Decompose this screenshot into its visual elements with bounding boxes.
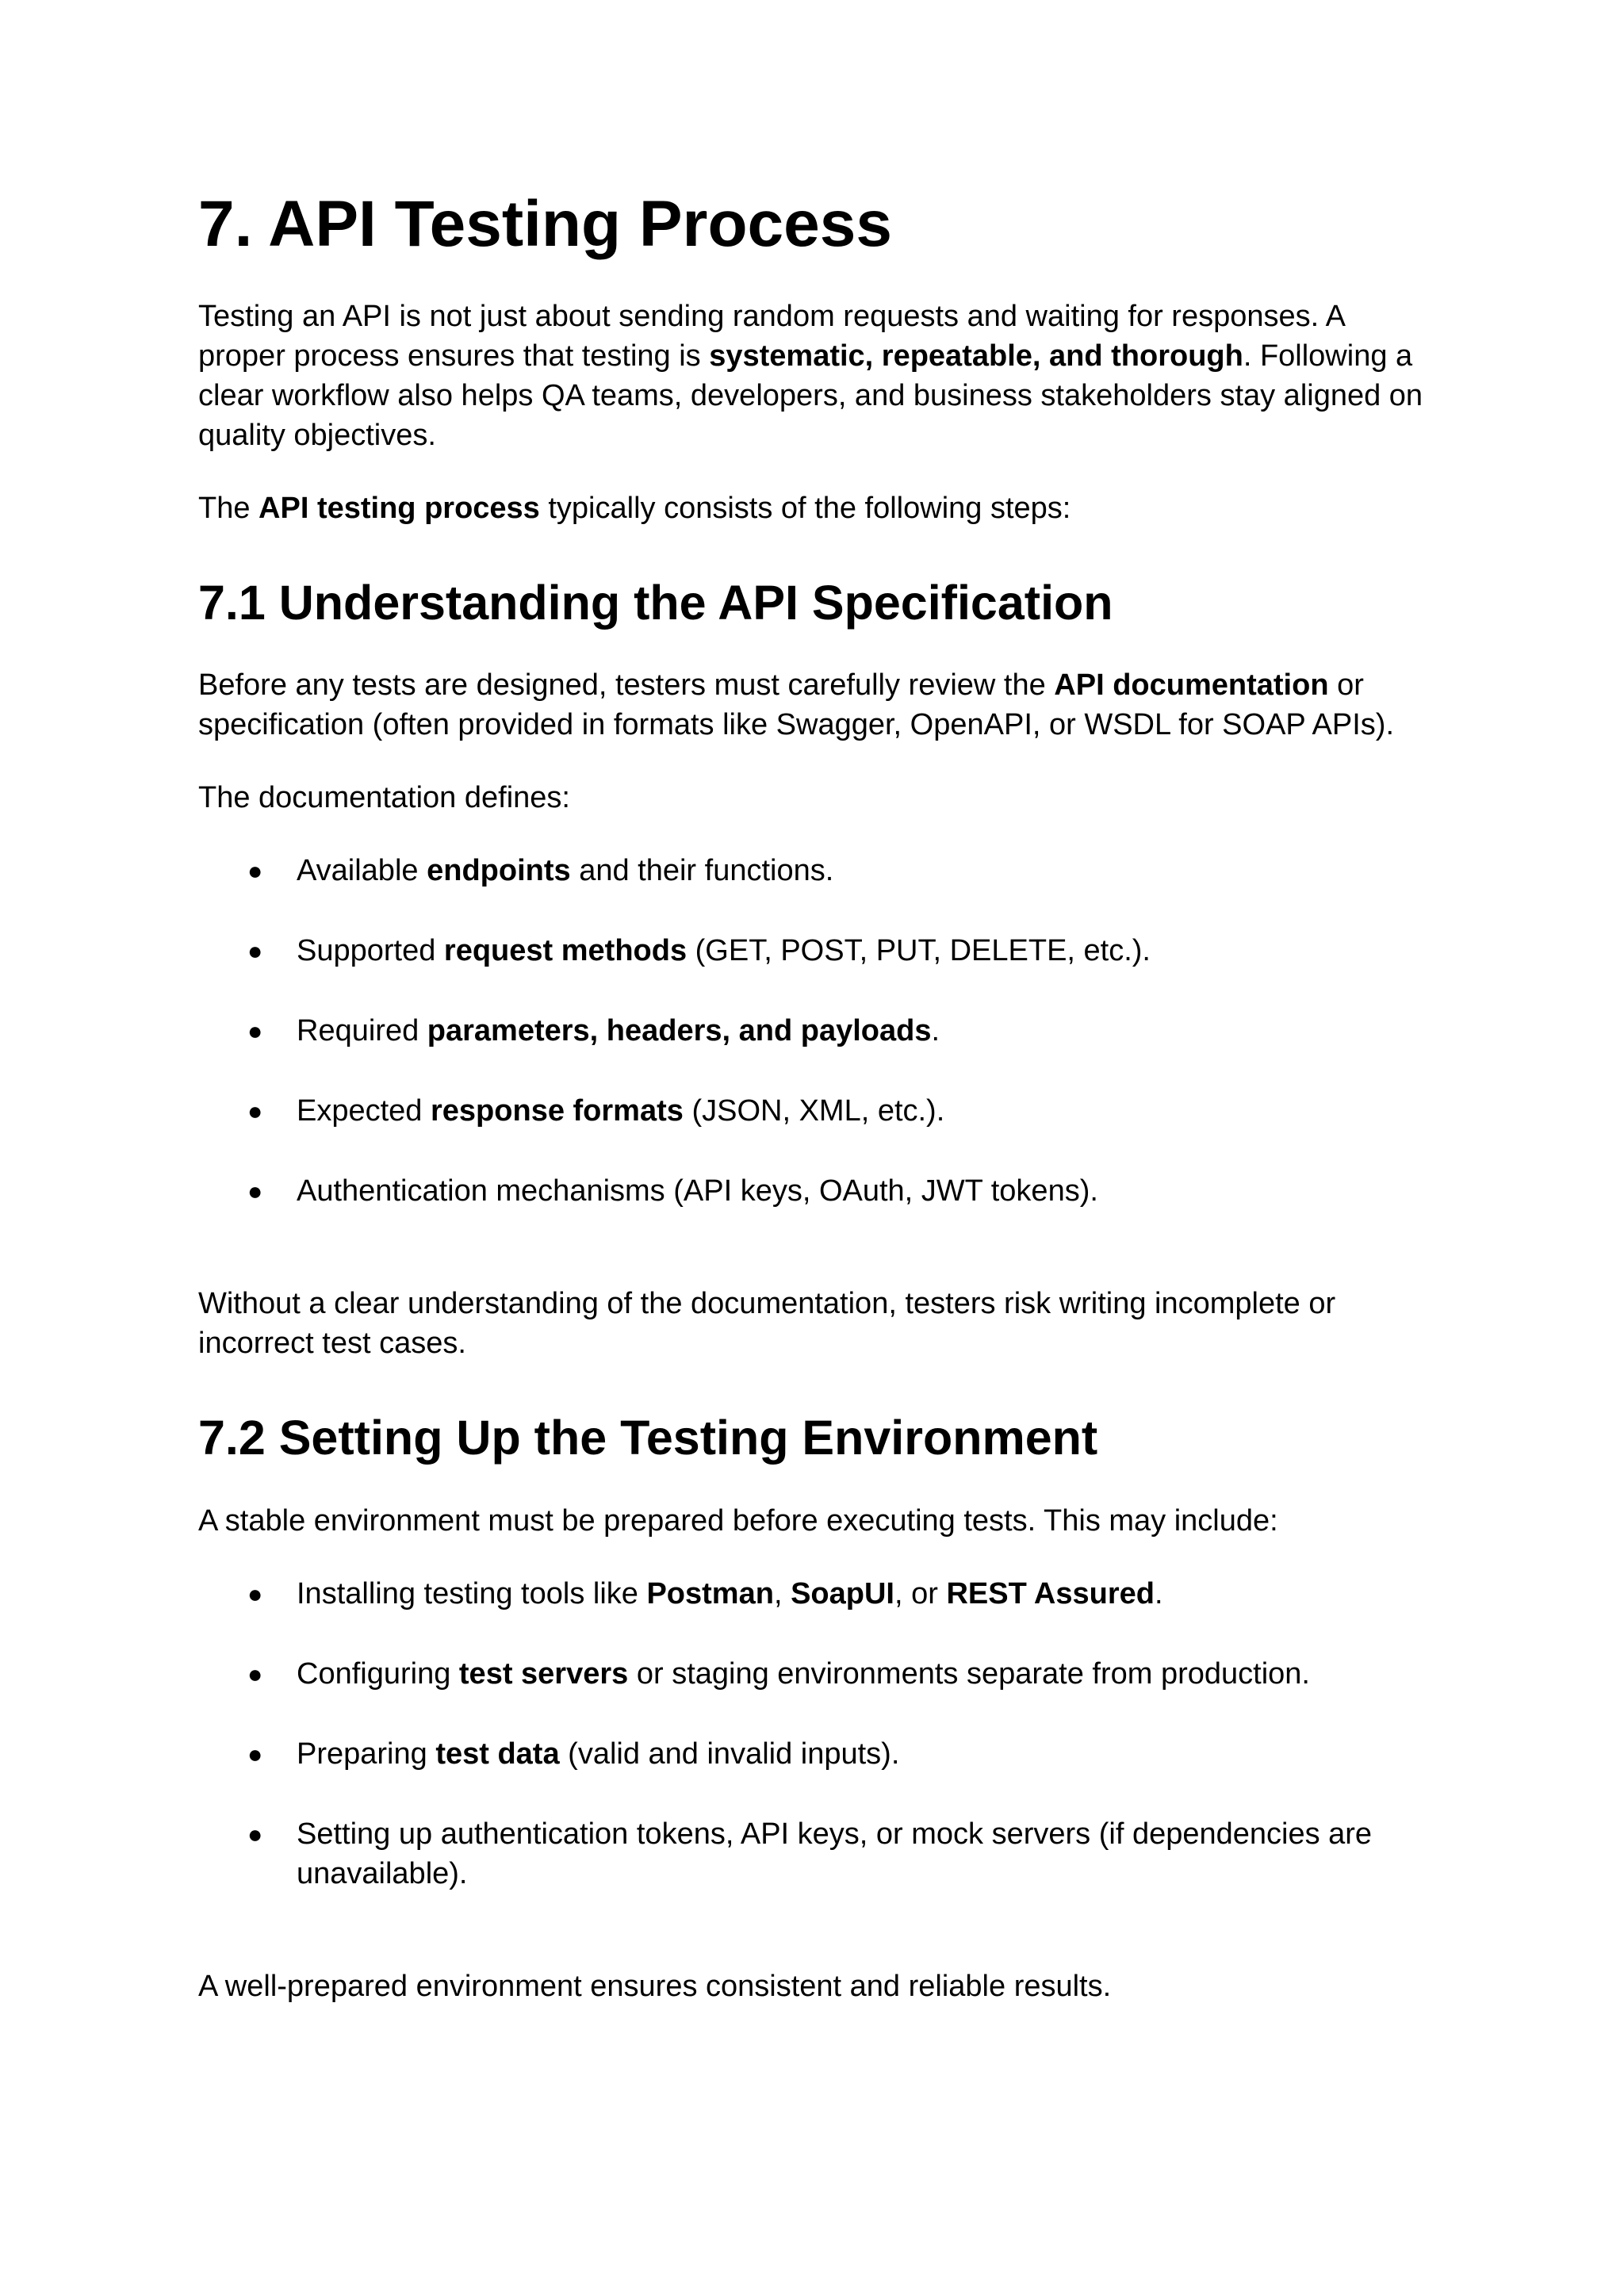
list-item: ● Preparing test data (valid and invalid inputs). — [198, 1734, 1435, 1774]
list-item: ● Required parameters, headers, and payloads. — [198, 1011, 1435, 1051]
list-item: ● Available endpoints and their functions. — [198, 851, 1435, 890]
section-7-2-list — [198, 1574, 1435, 1894]
list-item: ● Setting up authentication tokens, API keys, or mock servers (if dependencies are unavailable). — [198, 1814, 1435, 1894]
document-content — [198, 187, 1435, 2039]
list-item: ● Authentication mechanisms (API keys, OAuth, JWT tokens). — [198, 1171, 1435, 1211]
section-7-1-paragraph-1: Before any tests are designed, testers must carefully review the API documentation or specification (often provided in formats like Swagger, OpenAPI, or WSDL for SOAP APIs). — [198, 668, 1395, 742]
bullet-icon: ● — [247, 1659, 263, 1688]
list-item: ● Installing testing tools like Postman, SoapUI, or REST Assured. — [198, 1574, 1435, 1614]
section-7-1-paragraph-3: Without a clear understanding of the documentation, testers risk writing incomplete or incorrect test cases. — [198, 1287, 1336, 1361]
section-7-2-paragraph-1: A stable environment must be prepared before executing tests. This may include: — [198, 1503, 1278, 1538]
intro-paragraph-1: Testing an API is not just about sending random requests and waiting for responses. A proper process ensures that testing is systematic, repeatable, and thorough. Following a clear workflow also helps QA teams, developers, and business stakeholders stay aligned on quality objectives. — [198, 300, 1423, 453]
section-heading-7-1: 7.1 Understanding the API Specification — [198, 576, 1113, 630]
section-7-1-list — [198, 851, 1435, 1211]
list-item: ● Configuring test servers or staging environments separate from production. — [198, 1654, 1435, 1694]
section-7-2-paragraph-2: A well-prepared environment ensures consistent and reliable results. — [198, 1969, 1112, 2003]
page-title: 7. API Testing Process — [198, 188, 892, 260]
section-heading-7-2: 7.2 Setting Up the Testing Environment — [198, 1411, 1098, 1465]
bullet-icon: ● — [247, 936, 263, 966]
bullet-icon: ● — [247, 1819, 263, 1848]
bullet-icon: ● — [247, 1017, 263, 1046]
bullet-icon: ● — [247, 1579, 263, 1608]
intro-paragraph-2: The API testing process typically consists of the following steps: — [198, 492, 1071, 526]
list-item: ● Supported request methods (GET, POST, PUT, DELETE, etc.). — [198, 931, 1435, 971]
bullet-icon: ● — [247, 856, 263, 886]
bullet-icon: ● — [247, 1177, 263, 1206]
bullet-icon: ● — [247, 1739, 263, 1768]
list-item: ● Expected response formats (JSON, XML, etc.). — [198, 1091, 1435, 1131]
bullet-icon: ● — [247, 1097, 263, 1126]
section-7-1-paragraph-2: The documentation defines: — [198, 781, 570, 815]
